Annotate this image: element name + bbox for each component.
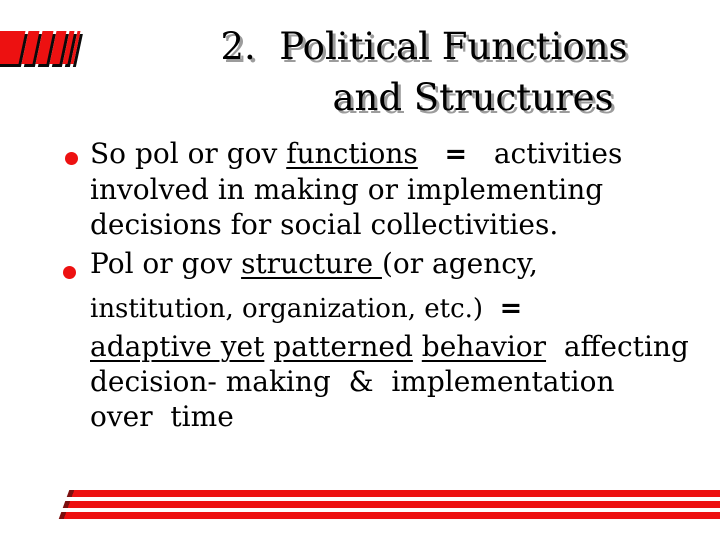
term-behavior: behavior [421,330,547,363]
bullet2-text-line [90,247,538,280]
equals-sign: = [444,139,468,170]
bottom-red-stripe [63,501,720,508]
bullet1-post-text: activities [467,137,623,170]
bottom-red-stripe [67,490,720,497]
term-adaptive-yet: adaptive yet [90,330,265,363]
bullet2-parenthetical-text: institution, organization, etc.) [90,294,500,324]
term-patterned: patterned [273,330,413,363]
equals-sign: = [499,293,523,324]
bottom-red-stripe [59,512,720,519]
spacer-text [264,330,273,363]
spacer-text [413,330,422,363]
bullet2-post-text: affecting [546,330,689,363]
bullet-marker [65,152,78,165]
bullet2-pre-text: Pol or gov [90,247,242,280]
slide-title-line-2: and Structures [332,76,614,119]
bullet-marker [63,266,76,279]
bullet1-text-line: involved in making or implementing [90,173,604,206]
bullet1-text-line [90,137,623,170]
bullet2-text-line: decision- making & implementation [90,365,615,398]
term-functions: functions [286,137,418,170]
slide-title-line-1: 2. Political Functions [220,25,628,68]
bullet2-post-text: (or agency, [381,247,538,280]
bullet2-text-line [90,295,522,322]
bullet1-text-line: decisions for social collectivities. [90,208,559,241]
spacer-text [418,137,445,170]
bullet1-pre-text: So pol or gov [90,137,287,170]
term-structure: structure [241,247,382,280]
bullet2-text-line: over time [90,400,234,433]
bullet2-text-line [90,330,689,363]
red-slash-decoration-icon [0,31,81,64]
